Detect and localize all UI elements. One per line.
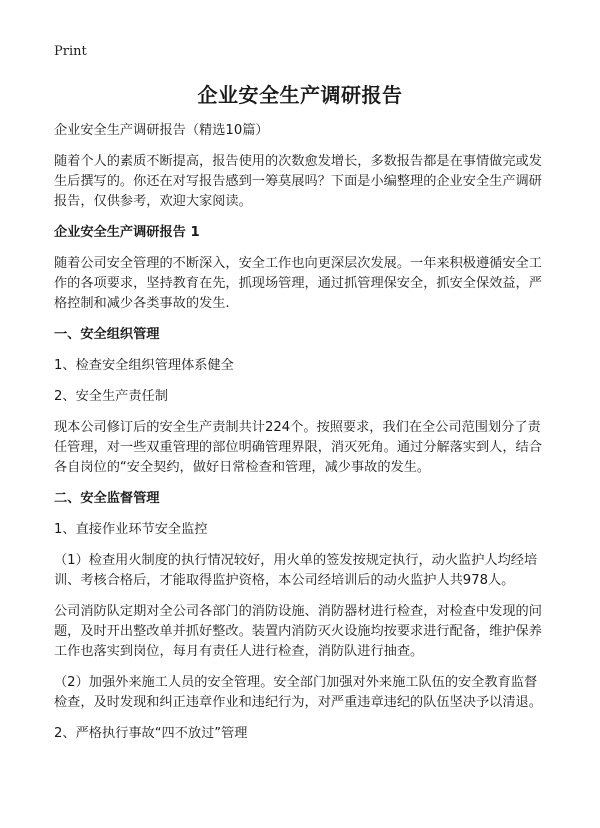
paragraph: （1）检查用火制度的执行情况较好，用火单的签发按规定执行，动火监护人均经培训、考核合格后，才能取得监护资格，本公司经培训后的动火监护人共978人。 [54, 553, 538, 588]
page-title: 企业安全生产调研报告 [197, 83, 403, 107]
list-item: 1、检查安全组织管理体系健全 [54, 358, 234, 373]
paragraph: 公司消防队定期对全公司各部门的消防设施、消防器材进行检查，对检查中发现的问题，及时开出整改单并抓好整改。装置内消防灭火设施均按要求进行配备，维护保养工作也落实到岗位，每月有责任人进行检查，消防队进行抽查。 [54, 604, 542, 659]
intro-paragraph: 随着个人的素质不断提高，报告使用的次数愈发增长，多数报告都是在事情做完或发生后撰写的。你还在对写报告感到一筹莫展吗？下面是小编整理的企业安全生产调研报告，仅供参考，欢迎大家阅读。 [54, 154, 542, 209]
heading-organization-management: 一、安全组织管理 [54, 327, 160, 342]
list-item: 2、安全生产责任制 [54, 389, 168, 404]
list-item: 2、严格执行事故“四不放过”管理 [54, 726, 248, 741]
list-item: 1、直接作业环节安全监控 [54, 522, 208, 537]
document-body [54, 121, 546, 755]
print-link[interactable]: Print [54, 44, 87, 59]
heading-supervision-management: 二、安全监督管理 [54, 491, 160, 506]
paragraph: （2）加强外来施工人员的安全管理。安全部门加强对外来施工队伍的安全教育监督检查，及时发现和纠正违章作业和违纪行为，对严重违章违纪的队伍坚决予以清退。 [54, 675, 542, 710]
document-subtitle: 企业安全生产调研报告（精选10篇） [54, 123, 269, 138]
paragraph: 现本公司修订后的安全生产责制共计224个。按照要求，我们在全公司范围划分了责任管理，对一些双重管理的部位明确管理界限，消灭死角。通过分解落实到人，结合各自岗位的“安全契约，做好日常检查和管理，减少事故的发生。 [54, 420, 542, 475]
section-title: 企业安全生产调研报告 1 [54, 225, 200, 240]
section-intro-paragraph: 随着公司安全管理的不断深入，安全工作也向更深层次发展。一年来积极遵循安全工作的各项要求，坚持教育在先，抓现场管理，通过抓管理保安全，抓安全保效益，严格控制和减少各类事故的发生. [54, 256, 542, 311]
